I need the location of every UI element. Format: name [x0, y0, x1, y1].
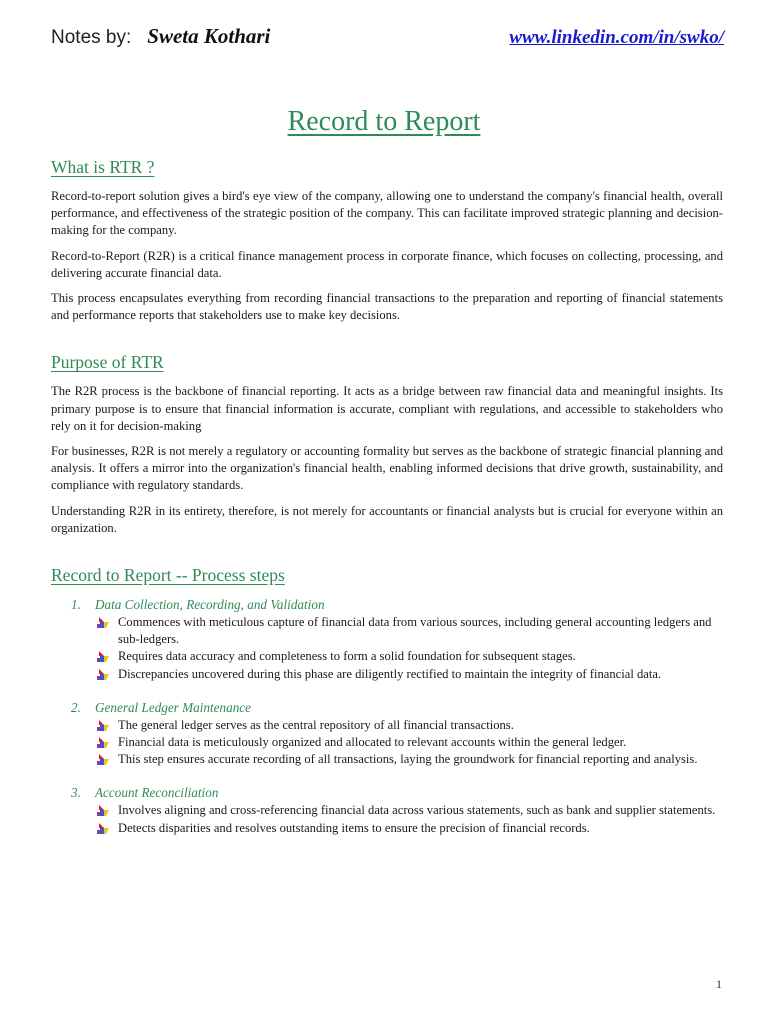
- step-title: [51, 596, 723, 614]
- color-arrow-bullet-icon: [97, 737, 111, 749]
- notes-label: Notes by:: [51, 27, 132, 48]
- section-what: [51, 157, 723, 324]
- bullet-text: This step ensures accurate recording of all transactions, laying the groundwork for financial reporting and analysis.: [118, 752, 698, 767]
- step-bullets: [51, 802, 723, 836]
- step-bullets: [51, 717, 723, 769]
- linkedin-link[interactable]: www.linkedin.com/in/swko/: [509, 27, 724, 48]
- bullet-text: Discrepancies uncovered during this phase are diligently rectified to maintain the integrity of financial data.: [118, 666, 662, 681]
- paragraph: For businesses, R2R is not merely a regulatory or accounting formality but serves as the backbone of strategic financial planning and analysis. It offers a mirror into the organization's financial health, enabling informed decisions that drive growth, sustainability, and compliance with regulatory standards.: [51, 444, 723, 493]
- step-title-text: General Ledger Maintenance: [95, 699, 252, 715]
- list-item: [95, 717, 723, 734]
- color-arrow-bullet-icon: [97, 617, 111, 629]
- color-arrow-bullet-icon: [97, 651, 111, 663]
- paragraph: Record-to-Report (R2R) is a critical finance management process in corporate finance, which focuses on collecting, processing, and delivering accurate financial data.: [51, 248, 723, 280]
- paragraph: Record-to-report solution gives a bird's eye view of the company, allowing one to understand the company's financial health, overall performance, and effectiveness of the strategic position of the company. This can facilitate improved strategic planning and decision-making for the company.: [51, 189, 723, 238]
- color-arrow-bullet-icon: [97, 754, 111, 766]
- title-wrap: [0, 106, 768, 138]
- process-step: [51, 699, 723, 769]
- bullet-text: The general ledger serves as the central repository of all financial transactions.: [118, 717, 514, 732]
- bullet-text: Financial data is meticulously organized and allocated to relevant accounts within the general ledger.: [118, 735, 627, 750]
- author-name: Sweta Kothari: [147, 24, 271, 48]
- color-arrow-bullet-icon: [97, 823, 111, 835]
- step-title: [51, 784, 723, 802]
- step-title-text: Data Collection, Recording, and Validation: [95, 597, 325, 613]
- color-arrow-bullet-icon: [97, 805, 111, 817]
- paragraph: This process encapsulates everything from recording financial transactions to the preparation and reporting of financial statements and performance reports that stakeholders use to make key decisions.: [51, 291, 723, 323]
- list-item: [95, 648, 723, 665]
- step-number: 3.: [71, 785, 81, 801]
- bullet-text: Requires data accuracy and completeness to form a solid foundation for subsequent stages.: [118, 649, 576, 664]
- step-number: 1.: [71, 597, 81, 613]
- page-number: 1: [716, 977, 722, 991]
- document-title: Record to Report: [287, 106, 481, 137]
- bullet-text: Involves aligning and cross-referencing financial data across various statements, such as bank and supplier statements.: [118, 803, 716, 818]
- document-content: [51, 157, 723, 853]
- paragraph: Understanding R2R in its entirety, therefore, is not merely for accountants or financial analysts but is crucial for everyone within an organization.: [51, 503, 723, 535]
- list-item: [95, 734, 723, 751]
- color-arrow-bullet-icon: [97, 720, 111, 732]
- notes-by: [51, 24, 270, 49]
- bullet-text: Commences with meticulous capture of financial data from various sources, including general accounting ledgers and sub-ledgers.: [118, 615, 712, 647]
- section-heading: Record to Report -- Process steps: [51, 565, 285, 586]
- section-purpose: [51, 352, 723, 537]
- list-item: [95, 666, 723, 683]
- process-step: [51, 784, 723, 836]
- page-header: [51, 24, 724, 54]
- list-item: [95, 802, 723, 819]
- process-steps: [51, 596, 723, 837]
- list-item: [95, 751, 723, 768]
- section-steps: [51, 565, 723, 837]
- step-number: 2.: [71, 699, 81, 715]
- list-item: [95, 614, 723, 648]
- section-heading: What is RTR ?: [51, 157, 155, 177]
- color-arrow-bullet-icon: [97, 669, 111, 681]
- step-title-text: Account Reconciliation: [95, 785, 219, 801]
- process-step: [51, 596, 723, 683]
- list-item: [95, 820, 723, 837]
- bullet-text: Detects disparities and resolves outstanding items to ensure the precision of financial records.: [118, 820, 590, 835]
- step-bullets: [51, 614, 723, 683]
- step-title: [51, 699, 723, 717]
- paragraph: The R2R process is the backbone of financial reporting. It acts as a bridge between raw financial data and meaningful insights. Its primary purpose is to ensure that financial information is accurate, compliant with regulations, and accessible to stakeholders who rely on it for decision-making: [51, 384, 723, 433]
- section-heading: Purpose of RTR: [51, 352, 164, 373]
